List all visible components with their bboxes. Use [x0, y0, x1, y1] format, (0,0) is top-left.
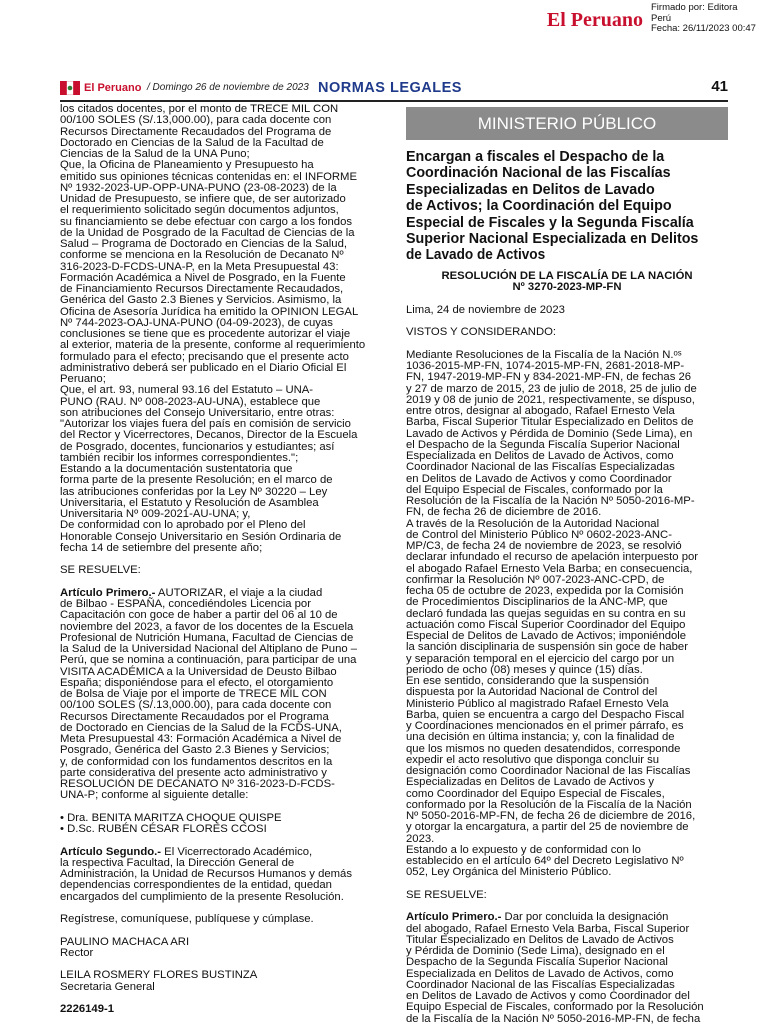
text-line: Rector: [60, 946, 94, 959]
text-line: la respectiva Facultad, la Dirección General de: [60, 856, 295, 869]
text-line: Especializada en Delitos de Lavado de Activos, como: [406, 450, 674, 463]
text-line: • Dra. BENITA MARITZA CHOQUE QUISPE: [60, 811, 282, 824]
text-line: fecha 05 de octubre de 2023, expedida por la Comisión: [406, 585, 684, 598]
text-line: conforme se menciona en la Resolución de Decanato Nº: [60, 249, 344, 262]
text-line: 316-2023-D-FCDS-UNA-P, en la Meta Presupuestal 43:: [60, 260, 339, 273]
text-line: al exterior, materia de la presente, conforme al requerimiento: [60, 339, 366, 352]
text-line: designación como Coordinador Nacional de las Fiscalías: [406, 765, 691, 778]
text-line: emitido sus opiniones técnicas contenidas en: el INFORME: [60, 170, 358, 183]
text-line: Posgrado, Genérica del Gasto 2.3 Bienes y Servicios;: [60, 744, 330, 757]
text-line: VISITA ACADÉMICA a la Universidad de Deusto Bilbao: [60, 665, 337, 678]
resolution-line: Nº 3270-2023-MP-FN: [512, 281, 622, 294]
text-line: también recibir los informes correspondientes.";: [60, 451, 299, 464]
text-line: SE RESUELVE:: [60, 564, 141, 577]
text-line: Especializadas en Delitos de Lavado de Activos y: [406, 776, 655, 789]
text-line: Profesional de Nutrición Humana, Facultad de Ciencias de: [60, 631, 354, 644]
text-line: Genérica del Gasto 2.3 Bienes y Servicios. Asimismo, la: [60, 294, 342, 307]
text-line: PAULINO MACHACA ARI: [60, 935, 190, 948]
running-header: [60, 76, 728, 100]
text-line: parte considerativa del presente acto administrativo y: [60, 766, 327, 779]
title-line: Encargan a fiscales el Despacho de la: [406, 149, 665, 165]
text-line: Unidad de Presupuesto, se infiere que, de ser autorizado: [60, 193, 346, 205]
text-line: Doctorado en Ciencias de la Salud de la Facultad de: [60, 136, 324, 149]
text-line: del Equipo Especial de Fiscales, conformado por la: [406, 483, 663, 496]
text-line: 2023.: [406, 832, 435, 845]
text-line: De conformidad con lo aprobado por el Pleno del: [60, 519, 306, 532]
text-line: Mediante Resoluciones de la Fiscalía de la Nación N.ᵒˢ: [406, 348, 682, 361]
header-date: / Domingo 26 de noviembre de 2023: [147, 82, 309, 93]
text-line: de Bolsa de Viaje por el importe de TRECE MIL CON: [60, 688, 327, 700]
text-line: su financiamiento se debe efectuar con cargo a los fondos: [60, 215, 353, 228]
text-line: fecha 14 de setiembre del presente año;: [60, 541, 263, 554]
text-line: VISTOS Y CONSIDERANDO:: [406, 326, 557, 339]
text-line: expedir el acto resolutivo que disponga concluir su: [406, 753, 660, 766]
article-lead: Artículo Primero.-: [406, 911, 502, 924]
text-line: administrativo deberá ser publicado en el Diario Oficial El: [60, 361, 347, 374]
title-line: Superior Nacional Especializada en Delitos: [406, 230, 699, 247]
text-line: Estando a lo expuesto y de conformidad con lo: [406, 843, 641, 856]
text-line: encargados del cumplimiento de la presente Resolución.: [60, 890, 344, 903]
text-line: Barba, quien se encuentra a cargo del Despacho Fiscal: [406, 708, 685, 721]
text-line: SE RESUELVE:: [406, 888, 487, 901]
text-line: FN, 1947-2019-MP-FN y 834-2021-MP-FN, de fechas 26: [406, 371, 692, 384]
text-line: noviembre del 2023, a favor de los docentes de la Escuela: [60, 620, 354, 633]
text-line: • D.Sc. RUBÉN CÉSAR FLORES CCOSI: [60, 823, 267, 835]
article-body: [406, 294, 728, 1025]
text-line: Salud – Programa de Doctorado en Ciencias de la Salud,: [60, 238, 347, 250]
text-line: y Coordinaciones mencionados en el primer párrafo, es: [406, 720, 684, 733]
text-line: Universitaria Nº 009-2021-AU-UNA; y,: [60, 508, 251, 520]
text-line: Ciencias de la Salud de la UNA Puno;: [60, 148, 250, 160]
header-section-title: NORMAS LEGALES: [318, 80, 462, 96]
text-line: son atribuciones del Consejo Universitario, entre otras:: [60, 406, 335, 419]
text-line: Recursos Directamente Recaudados del Programa de: [60, 125, 332, 138]
text-line: RESOLUCIÓN DE DECANATO Nº 316-2023-D-FCDS-: [60, 778, 335, 790]
signature-text: [651, 3, 756, 35]
text-line: Barba, Fiscal Superior Titular Especializado en Delitos de: [406, 416, 694, 429]
text-line: de Posgrado, docentes, funcionarios y estudiantes; así: [60, 440, 335, 453]
text-line: Titular Especializado en Delitos de Lavado de Activos: [406, 933, 674, 946]
text-line: actuación como Fiscal Superior Coordinador del Equipo: [406, 618, 686, 631]
text-line: de Bilbao - ESPAÑA, concediéndoles Licencia por: [60, 598, 311, 610]
text-line: LEILA ROSMERY FLORES BUSTINZA: [60, 969, 258, 982]
text-line: Estando a la documentación sustentatoria que: [60, 463, 293, 475]
page-number: 41: [711, 78, 728, 95]
article-lead: Artículo Primero.-: [60, 586, 156, 599]
text-line: Artículo Primero.- AUTORIZAR, el viaje a la ciudad: [60, 586, 323, 599]
text-line: de la Unidad de Posgrado de la Facultad de Ciencias de la: [60, 226, 355, 239]
text-line: Administración, la Unidad de Recursos Humanos y demás: [60, 868, 352, 880]
resolution-heading: [406, 271, 728, 294]
text-line: Lima, 24 de noviembre de 2023: [406, 303, 565, 316]
text-line: que los mismos no queden desatendidos, corresponde: [406, 742, 681, 755]
text-line: Honorable Consejo Universitario en Sesión Ordinaria de: [60, 530, 342, 543]
text-line: FN, de fecha 26 de diciembre de 2016.: [406, 506, 602, 519]
text-line: las atribuciones conferidas por la Ley Nº 30220 – Ley: [60, 485, 328, 498]
text-line: Nº 5050-2016-MP-FN, de fecha 26 de diciembre de 2016,: [406, 810, 696, 823]
section-band: MINISTERIO PÚBLICO: [406, 107, 728, 140]
text-line: Oficina de Asesoría Jurídica ha emitido la OPINION LEGAL: [60, 305, 359, 318]
text-line: Coordinador Nacional de las Fiscalías Especializadas: [406, 461, 675, 474]
text-line: Formación Académica a Nivel de Posgrado, en la Fuente: [60, 271, 346, 284]
text-line: 2019 y 08 de junio de 2021, respectivamente, se dispuso,: [406, 393, 695, 406]
right-column: [406, 107, 728, 1025]
text-line: de Doctorado en Ciencias de la Salud de la FCDS-UNA,: [60, 721, 342, 734]
text-line: A través de la Resolución de la Autoridad Nacional: [406, 517, 660, 530]
signature-line: Firmado por: Editora: [651, 2, 738, 13]
text-line: MP/C3, de fecha 24 de noviembre de 2023, se resolvió: [406, 540, 682, 553]
digital-signature-block: [366, 0, 768, 40]
text-line: 00/100 SOLES (S/.13,000.00), para cada docente con: [60, 699, 332, 712]
text-line: establecido en el artículo 64º del Decreto Legislativo Nº: [406, 855, 684, 868]
text-line: 1036-2015-MP-FN, 1074-2015-MP-FN, 2681-2018-MP-: [406, 360, 685, 373]
text-line: 052, Ley Orgánica del Ministerio Público.: [406, 866, 612, 879]
text-line: Ministerio Público al magistrado Rafael Ernesto Vela: [406, 697, 669, 710]
text-line: Que, la Oficina de Planeamiento y Presupuesto ha: [60, 159, 314, 172]
text-line: como Coordinador del Equipo Especial de Fiscales,: [406, 787, 665, 800]
text-line: y separación temporal en el ejercicio del cargo por un: [406, 652, 675, 665]
text-line: del abogado, Rafael Ernesto Vela Barba, Fiscal Superior: [406, 922, 690, 935]
text-line: Regístrese, comuníquese, publíquese y cúmplase.: [60, 913, 314, 925]
text-line: y Pérdida de Dominio (Sede Lima), designado en el: [406, 945, 665, 958]
text-line: periodo de ocho (08) meses y quince (15) días.: [406, 663, 643, 676]
text-line: Resolución de la Fiscalía de la Nación Nº 5050-2016-MP-: [406, 495, 695, 508]
text-line: Especializada en Delitos de Lavado de Activos, como: [406, 967, 674, 980]
text-line: UNA-P; conforme al siguiente detalle:: [60, 789, 249, 802]
text-line: confirmar la Resolución Nº 007-2023-ANC-CPD, de: [406, 573, 665, 586]
text-line: de Financiamiento Recursos Directamente Recaudados,: [60, 283, 344, 295]
title-line: de Lavado de Activos: [406, 247, 546, 264]
el-peruano-logo: El Peruano: [546, 9, 643, 31]
text-line: formulado para el efecto; precisando que el presente acto: [60, 350, 349, 363]
text-line: PUNO (RAU. Nº 008-2023-AU-UNA), establece que: [60, 395, 321, 408]
text-line: dependencias correspondientes de la entidad, quedan: [60, 879, 332, 892]
text-line: Artículo Segundo.- El Vicerrectorado Académico,: [60, 845, 313, 858]
text-line: 2226149-1: [60, 1003, 115, 1015]
text-line: de Procedimientos Disciplinarios de la ANC-MP, que: [406, 596, 668, 609]
article-title: [406, 149, 728, 264]
text-line: el abogado Rafael Ernesto Vela Barba; en consecuencia,: [406, 562, 693, 575]
text-line: Especial de Delitos de Lavado de Activos; imponiéndole: [406, 630, 687, 643]
text-line: la Salud de la Universidad Nacional del Altiplano de Puno –: [60, 643, 358, 655]
left-column: [60, 104, 377, 1015]
text-line: y otorgar la encargatura, a partir del 25 de noviembre de: [406, 821, 689, 834]
text-line: del Rector y Vicerrectores, Decanos, Director de la Escuela: [60, 429, 358, 442]
text-line: en Delitos de Lavado de Activos y como Coordinador: [406, 472, 672, 485]
title-line: de Activos; la Coordinación del Equipo: [406, 198, 672, 215]
text-line: los citados docentes, por el monto de TRECE MIL CON: [60, 103, 339, 115]
text-line: En ese sentido, considerando que la suspensión: [406, 675, 650, 688]
text-line: el requerimiento solicitado según documentos adjuntos,: [60, 204, 339, 217]
text-line: forma parte de la presente Resolución; en el marco de: [60, 474, 333, 487]
text-line: y, de conformidad con los fundamentos descritos en la: [60, 755, 333, 768]
peru-shield-icon: [60, 81, 80, 95]
title-line: Especializadas en Delitos de Lavado: [406, 181, 655, 198]
signature-line: Perú: [651, 12, 672, 24]
text-line: 00/100 SOLES (S/.13,000.00), para cada docente con: [60, 114, 332, 127]
resolution-line: RESOLUCIÓN DE LA FISCALÍA DE LA NACIÓN: [441, 269, 693, 282]
text-line: dispuesta por la Autoridad Nacional de Control del: [406, 686, 658, 699]
text-line: Artículo Primero.- Dar por concluida la designación: [406, 911, 669, 924]
text-line: declarar infundado el recurso de apelación interpuesto por: [406, 551, 699, 564]
header-brand: El Peruano: [84, 82, 142, 94]
text-line: Meta Presupuestal 43: Formación Académica a Nivel de: [60, 733, 342, 745]
text-line: Universitaria, el Estatuto y Resolución de Asamblea: [60, 496, 319, 509]
title-line: Coordinación Nacional de las Fiscalías: [406, 165, 671, 182]
signature-line: Fecha: 26/11/2023 00:47: [651, 23, 756, 34]
text-line: Equipo Especial de Fiscales, conformado por la Resolución: [406, 1001, 704, 1014]
text-line: Recursos Directamente Recaudados por el Programa: [60, 710, 329, 723]
text-line: "Autorizar los viajes fuera del país en comisión de servicio: [60, 418, 351, 430]
article-lead: Artículo Segundo.-: [60, 845, 162, 858]
text-line: conclusiones se tiene que es procedente autorizar el viaje: [60, 328, 351, 340]
text-line: en Delitos de Lavado de Activos y como Coordinador del: [406, 990, 690, 1003]
text-line: España; disponiéndose para el efecto, el otorgamiento: [60, 676, 334, 689]
text-line: Despacho de la Segunda Fiscalía Superior Nacional: [406, 956, 668, 969]
text-line: Peruano;: [60, 373, 106, 385]
text-line: Capacitación con goce de haber a partir del 06 al 10 de: [60, 609, 338, 622]
text-line: de la Fiscalía de la Nación Nº 5050-2016-MP-FN, de fecha: [406, 1012, 701, 1025]
text-line: el Despacho de la Segunda Fiscalía Superior Nacional: [406, 438, 680, 451]
text-line: Nº 1932-2023-UP-OPP-UNA-PUNO (23-08-2023) de la: [60, 181, 337, 194]
header-divider: [60, 100, 728, 102]
text-line: Que, el art. 93, numeral 93.16 del Estatuto – UNA-: [60, 384, 314, 397]
text-line: declaró fundada las quejas seguidas en su contra en su: [406, 607, 686, 620]
text-line: una decisión en última instancia; y, con la finalidad de: [406, 731, 675, 744]
text-line: la sanción disciplinaria de suspensión sin goce de haber: [406, 641, 688, 654]
text-line: Perú, que se nomina a continuación, para participar de una: [60, 654, 357, 667]
text-line: entre otros, designar al abogado, Rafael Ernesto Vela: [406, 405, 675, 418]
text-line: Secretaria General: [60, 980, 155, 993]
text-line: Lavado de Activos y Pérdida de Dominio (Sede Lima), en: [406, 427, 693, 440]
text-line: conformado por la Resolución de la Fiscalía de la Nación: [406, 798, 692, 811]
text-line: y 27 de marzo de 2015, 23 de julio de 2018, 25 de julio de: [406, 382, 697, 395]
title-line: Especial de Fiscales y la Segunda Fiscalía: [406, 214, 694, 231]
text-line: Coordinador Nacional de las Fiscalías Especializadas: [406, 978, 675, 991]
text-line: Nº 744-2023-OAJ-UNA-PUNO (04-09-2023), de cuyas: [60, 316, 333, 329]
text-line: de Control del Ministerio Público Nº 0602-2023-ANC-: [406, 528, 672, 541]
